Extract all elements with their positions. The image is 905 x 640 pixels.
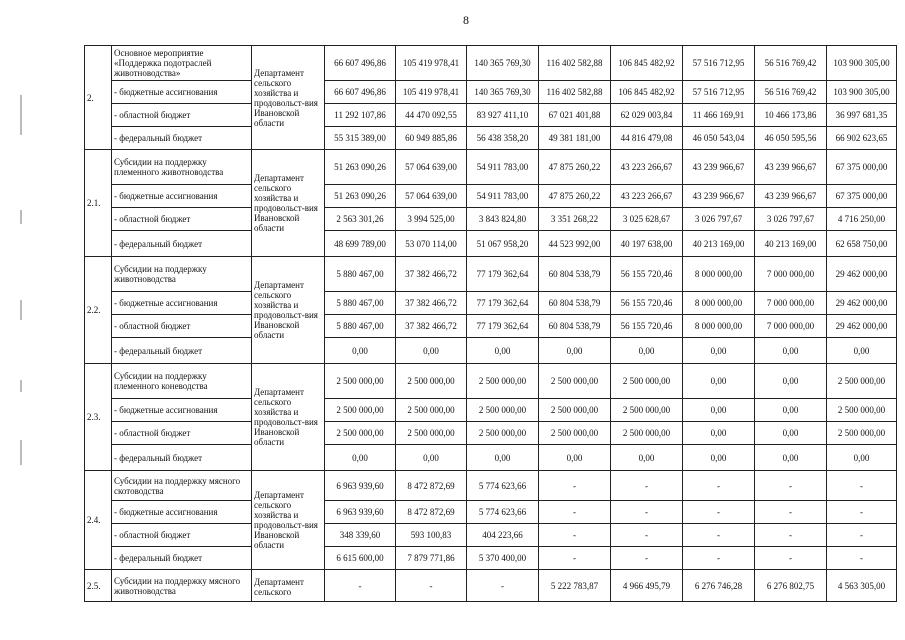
measure-name: Субсидии на поддержку животноводства — [112, 257, 252, 292]
amount-cell: 2 500 000,00 — [611, 422, 683, 445]
table-row-sub — [85, 547, 897, 570]
amount-cell: 51 263 090,26 — [325, 150, 396, 185]
amount-cell: 56 155 720,46 — [611, 292, 683, 315]
amount-cell: 5 880 467,00 — [325, 315, 396, 338]
amount-cell: 83 927 411,10 — [467, 104, 539, 127]
measure-name: Субсидии на поддержку мясного скотоводства — [112, 471, 252, 501]
amount-cell: 0,00 — [827, 338, 897, 364]
budget-line-label: - федеральный бюджет — [112, 445, 252, 471]
measure-name: Субсидии на поддержку племенного коневодства — [112, 364, 252, 399]
amount-cell: 57 516 712,95 — [683, 81, 755, 104]
amount-cell: 105 419 978,41 — [396, 46, 467, 81]
amount-cell: 3 994 525,00 — [396, 208, 467, 231]
amount-cell: 0,00 — [396, 445, 467, 471]
budget-line-label: - федеральный бюджет — [112, 231, 252, 257]
amount-cell: 54 911 783,00 — [467, 150, 539, 185]
amount-cell: 37 382 466,72 — [396, 315, 467, 338]
amount-cell: 46 050 543,04 — [683, 127, 755, 150]
measure-name: Основное мероприятие «Поддержка подотраслей животноводства» — [112, 46, 252, 81]
amount-cell: 0,00 — [755, 445, 827, 471]
amount-cell: 2 500 000,00 — [396, 422, 467, 445]
executor-cell: Департамент сельского хозяйства и продовольст-вия Ивановской области — [252, 364, 325, 471]
budget-line-label: - федеральный бюджет — [112, 338, 252, 364]
table-row-sub — [85, 104, 897, 127]
amount-cell: - — [827, 501, 897, 524]
amount-cell: 348 339,60 — [325, 524, 396, 547]
amount-cell: 66 607 496,86 — [325, 46, 396, 81]
amount-cell: 8 000 000,00 — [683, 257, 755, 292]
amount-cell: 2 500 000,00 — [467, 399, 539, 422]
amount-cell: 2 500 000,00 — [325, 364, 396, 399]
amount-cell: 3 351 268,22 — [539, 208, 611, 231]
amount-cell: 6 276 802,75 — [755, 570, 827, 602]
budget-line-label: - бюджетные ассигнования — [112, 501, 252, 524]
amount-cell: 47 875 260,22 — [539, 185, 611, 208]
amount-cell: 2 500 000,00 — [539, 399, 611, 422]
amount-cell: 56 155 720,46 — [611, 315, 683, 338]
amount-cell: - — [827, 547, 897, 570]
amount-cell: 43 239 966,67 — [683, 185, 755, 208]
amount-cell: 2 500 000,00 — [467, 422, 539, 445]
amount-cell: 0,00 — [683, 338, 755, 364]
budget-line-label: - бюджетные ассигнования — [112, 399, 252, 422]
amount-cell: 43 223 266,67 — [611, 150, 683, 185]
amount-cell: 2 500 000,00 — [325, 422, 396, 445]
amount-cell: - — [755, 547, 827, 570]
amount-cell: - — [611, 524, 683, 547]
amount-cell: 49 381 181,00 — [539, 127, 611, 150]
amount-cell: 2 500 000,00 — [611, 399, 683, 422]
amount-cell: 0,00 — [827, 445, 897, 471]
amount-cell: 60 804 538,79 — [539, 315, 611, 338]
executor-cell: Департамент сельского хозяйства и продовольст-вия Ивановской области — [252, 46, 325, 150]
amount-cell: 105 419 978,41 — [396, 81, 467, 104]
page-number: 8 — [463, 13, 469, 27]
amount-cell: 46 050 595,56 — [755, 127, 827, 150]
amount-cell: 60 804 538,79 — [539, 257, 611, 292]
table-row-main — [85, 570, 897, 602]
amount-cell: - — [539, 471, 611, 501]
budget-line-label: - областной бюджет — [112, 104, 252, 127]
amount-cell: 53 070 114,00 — [396, 231, 467, 257]
amount-cell: - — [611, 547, 683, 570]
measure-name: Субсидии на поддержку мясного животноводства — [112, 570, 252, 602]
budget-line-label: - областной бюджет — [112, 524, 252, 547]
amount-cell: 3 025 628,67 — [611, 208, 683, 231]
table-row-main — [85, 471, 897, 501]
amount-cell: 40 197 638,00 — [611, 231, 683, 257]
amount-cell: 106 845 482,92 — [611, 81, 683, 104]
amount-cell: 0,00 — [325, 445, 396, 471]
table-row-sub — [85, 501, 897, 524]
amount-cell: 2 500 000,00 — [827, 422, 897, 445]
amount-cell: 2 500 000,00 — [827, 399, 897, 422]
executor-cell: Департамент сельского хозяйства и продовольст-вия Ивановской области — [252, 257, 325, 364]
amount-cell: 43 223 266,67 — [611, 185, 683, 208]
amount-cell: 3 026 797,67 — [683, 208, 755, 231]
budget-line-label: - областной бюджет — [112, 422, 252, 445]
amount-cell: 6 963 939,60 — [325, 501, 396, 524]
budget-line-label: - федеральный бюджет — [112, 127, 252, 150]
amount-cell: 67 375 000,00 — [827, 150, 897, 185]
amount-cell: 29 462 000,00 — [827, 257, 897, 292]
row-index: 2.5. — [85, 570, 112, 602]
budget-line-label: - бюджетные ассигнования — [112, 185, 252, 208]
amount-cell: 0,00 — [539, 445, 611, 471]
amount-cell: 7 000 000,00 — [755, 292, 827, 315]
amount-cell: 51 067 958,20 — [467, 231, 539, 257]
budget-line-label: - областной бюджет — [112, 208, 252, 231]
amount-cell: 40 213 169,00 — [683, 231, 755, 257]
amount-cell: - — [611, 471, 683, 501]
amount-cell: - — [467, 570, 539, 602]
amount-cell: 5 370 400,00 — [467, 547, 539, 570]
table-row-sub — [85, 231, 897, 257]
table-row-sub — [85, 399, 897, 422]
executor-cell: Департамент сельского хозяйства и продовольст-вия Ивановской области — [252, 150, 325, 257]
amount-cell: 5 222 783,87 — [539, 570, 611, 602]
amount-cell: - — [683, 547, 755, 570]
amount-cell: 55 315 389,00 — [325, 127, 396, 150]
amount-cell: 56 155 720,46 — [611, 257, 683, 292]
amount-cell: 51 263 090,26 — [325, 185, 396, 208]
amount-cell: 0,00 — [683, 364, 755, 399]
amount-cell: 60 949 885,86 — [396, 127, 467, 150]
amount-cell: - — [539, 524, 611, 547]
table-row-main — [85, 257, 897, 292]
amount-cell: 8 000 000,00 — [683, 315, 755, 338]
amount-cell: 7 879 771,86 — [396, 547, 467, 570]
amount-cell: 0,00 — [467, 445, 539, 471]
amount-cell: 140 365 769,30 — [467, 81, 539, 104]
amount-cell: 593 100,83 — [396, 524, 467, 547]
table-row-sub — [85, 315, 897, 338]
amount-cell: - — [539, 501, 611, 524]
amount-cell: - — [325, 570, 396, 602]
table-row-sub — [85, 292, 897, 315]
amount-cell: 37 382 466,72 — [396, 257, 467, 292]
amount-cell: 56 516 769,42 — [755, 46, 827, 81]
row-index: 2. — [85, 46, 112, 150]
amount-cell: 0,00 — [325, 338, 396, 364]
amount-cell: 60 804 538,79 — [539, 292, 611, 315]
budget-line-label: - бюджетные ассигнования — [112, 292, 252, 315]
amount-cell: 2 500 000,00 — [539, 364, 611, 399]
amount-cell: 106 845 482,92 — [611, 46, 683, 81]
amount-cell: - — [827, 524, 897, 547]
amount-cell: 7 000 000,00 — [755, 315, 827, 338]
budget-line-label: - областной бюджет — [112, 315, 252, 338]
amount-cell: 66 607 496,86 — [325, 81, 396, 104]
amount-cell: 57 064 639,00 — [396, 150, 467, 185]
amount-cell: 6 615 600,00 — [325, 547, 396, 570]
amount-cell: 0,00 — [396, 338, 467, 364]
amount-cell: - — [683, 471, 755, 501]
amount-cell: 5 880 467,00 — [325, 257, 396, 292]
amount-cell: 2 500 000,00 — [396, 364, 467, 399]
amount-cell: 103 900 305,00 — [827, 81, 897, 104]
amount-cell: 77 179 362,64 — [467, 257, 539, 292]
amount-cell: 2 500 000,00 — [325, 399, 396, 422]
amount-cell: - — [755, 524, 827, 547]
amount-cell: 0,00 — [683, 399, 755, 422]
table-row-sub — [85, 127, 897, 150]
amount-cell: 4 563 305,00 — [827, 570, 897, 602]
amount-cell: 5 774 623,66 — [467, 471, 539, 501]
amount-cell: 47 875 260,22 — [539, 150, 611, 185]
amount-cell: - — [683, 524, 755, 547]
amount-cell: - — [755, 471, 827, 501]
amount-cell: 116 402 582,88 — [539, 81, 611, 104]
amount-cell: 4 716 250,00 — [827, 208, 897, 231]
amount-cell: 140 365 769,30 — [467, 46, 539, 81]
amount-cell: 43 239 966,67 — [755, 150, 827, 185]
amount-cell: 3 026 797,67 — [755, 208, 827, 231]
amount-cell: 0,00 — [755, 364, 827, 399]
amount-cell: 48 699 789,00 — [325, 231, 396, 257]
amount-cell: 0,00 — [611, 338, 683, 364]
amount-cell: 0,00 — [755, 338, 827, 364]
amount-cell: 29 462 000,00 — [827, 315, 897, 338]
amount-cell: - — [396, 570, 467, 602]
amount-cell: 67 375 000,00 — [827, 185, 897, 208]
measure-name: Субсидии на поддержку племенного животноводства — [112, 150, 252, 185]
amount-cell: 62 029 003,84 — [611, 104, 683, 127]
row-index: 2.2. — [85, 257, 112, 364]
amount-cell: 37 382 466,72 — [396, 292, 467, 315]
amount-cell: 11 466 169,91 — [683, 104, 755, 127]
table-row-sub — [85, 338, 897, 364]
row-index: 2.1. — [85, 150, 112, 257]
budget-table — [84, 45, 897, 602]
amount-cell: - — [827, 471, 897, 501]
amount-cell: - — [611, 501, 683, 524]
table-row-sub — [85, 185, 897, 208]
amount-cell: 54 911 783,00 — [467, 185, 539, 208]
amount-cell: 2 500 000,00 — [467, 364, 539, 399]
amount-cell: 57 064 639,00 — [396, 185, 467, 208]
table-row-sub — [85, 445, 897, 471]
amount-cell: 36 997 681,35 — [827, 104, 897, 127]
amount-cell: 4 966 495,79 — [611, 570, 683, 602]
amount-cell: 62 658 750,00 — [827, 231, 897, 257]
table-row-main — [85, 150, 897, 185]
amount-cell: - — [683, 501, 755, 524]
amount-cell: 56 438 358,20 — [467, 127, 539, 150]
executor-cell: Департамент сельского хозяйства и продовольст-вия Ивановской области — [252, 471, 325, 570]
executor-cell: Департамент сельского — [252, 570, 325, 602]
amount-cell: 43 239 966,67 — [755, 185, 827, 208]
amount-cell: 0,00 — [683, 422, 755, 445]
table-row-sub — [85, 422, 897, 445]
amount-cell: 8 472 872,69 — [396, 501, 467, 524]
amount-cell: 116 402 582,88 — [539, 46, 611, 81]
amount-cell: 77 179 362,64 — [467, 292, 539, 315]
amount-cell: 103 900 305,00 — [827, 46, 897, 81]
amount-cell: 44 470 092,55 — [396, 104, 467, 127]
budget-line-label: - бюджетные ассигнования — [112, 81, 252, 104]
amount-cell: 3 843 824,80 — [467, 208, 539, 231]
amount-cell: 0,00 — [683, 445, 755, 471]
amount-cell: 6 276 746,28 — [683, 570, 755, 602]
amount-cell: 6 963 939,60 — [325, 471, 396, 501]
amount-cell: 2 563 301,26 — [325, 208, 396, 231]
amount-cell: 2 500 000,00 — [827, 364, 897, 399]
amount-cell: 67 021 401,88 — [539, 104, 611, 127]
table-row-main — [85, 46, 897, 81]
amount-cell: 2 500 000,00 — [611, 364, 683, 399]
amount-cell: 2 500 000,00 — [396, 399, 467, 422]
amount-cell: 40 213 169,00 — [755, 231, 827, 257]
amount-cell: 2 500 000,00 — [539, 422, 611, 445]
budget-line-label: - федеральный бюджет — [112, 547, 252, 570]
amount-cell: - — [755, 501, 827, 524]
row-index: 2.4. — [85, 471, 112, 570]
table-row-sub — [85, 81, 897, 104]
amount-cell: 5 774 623,66 — [467, 501, 539, 524]
amount-cell: 43 239 966,67 — [683, 150, 755, 185]
amount-cell: 0,00 — [539, 338, 611, 364]
amount-cell: 57 516 712,95 — [683, 46, 755, 81]
amount-cell: - — [539, 547, 611, 570]
amount-cell: 0,00 — [611, 445, 683, 471]
amount-cell: 56 516 769,42 — [755, 81, 827, 104]
table-row-sub — [85, 208, 897, 231]
amount-cell: 8 472 872,69 — [396, 471, 467, 501]
amount-cell: 0,00 — [755, 399, 827, 422]
amount-cell: 44 523 992,00 — [539, 231, 611, 257]
amount-cell: 29 462 000,00 — [827, 292, 897, 315]
amount-cell: 8 000 000,00 — [683, 292, 755, 315]
amount-cell: 0,00 — [755, 422, 827, 445]
amount-cell: 404 223,66 — [467, 524, 539, 547]
amount-cell: 44 816 479,08 — [611, 127, 683, 150]
budget-table-body — [85, 46, 897, 602]
amount-cell: 10 466 173,86 — [755, 104, 827, 127]
amount-cell: 5 880 467,00 — [325, 292, 396, 315]
amount-cell: 7 000 000,00 — [755, 257, 827, 292]
row-index: 2.3. — [85, 364, 112, 471]
table-row-main — [85, 364, 897, 399]
amount-cell: 11 292 107,86 — [325, 104, 396, 127]
amount-cell: 77 179 362,64 — [467, 315, 539, 338]
amount-cell: 0,00 — [467, 338, 539, 364]
table-row-sub — [85, 524, 897, 547]
amount-cell: 66 902 623,65 — [827, 127, 897, 150]
